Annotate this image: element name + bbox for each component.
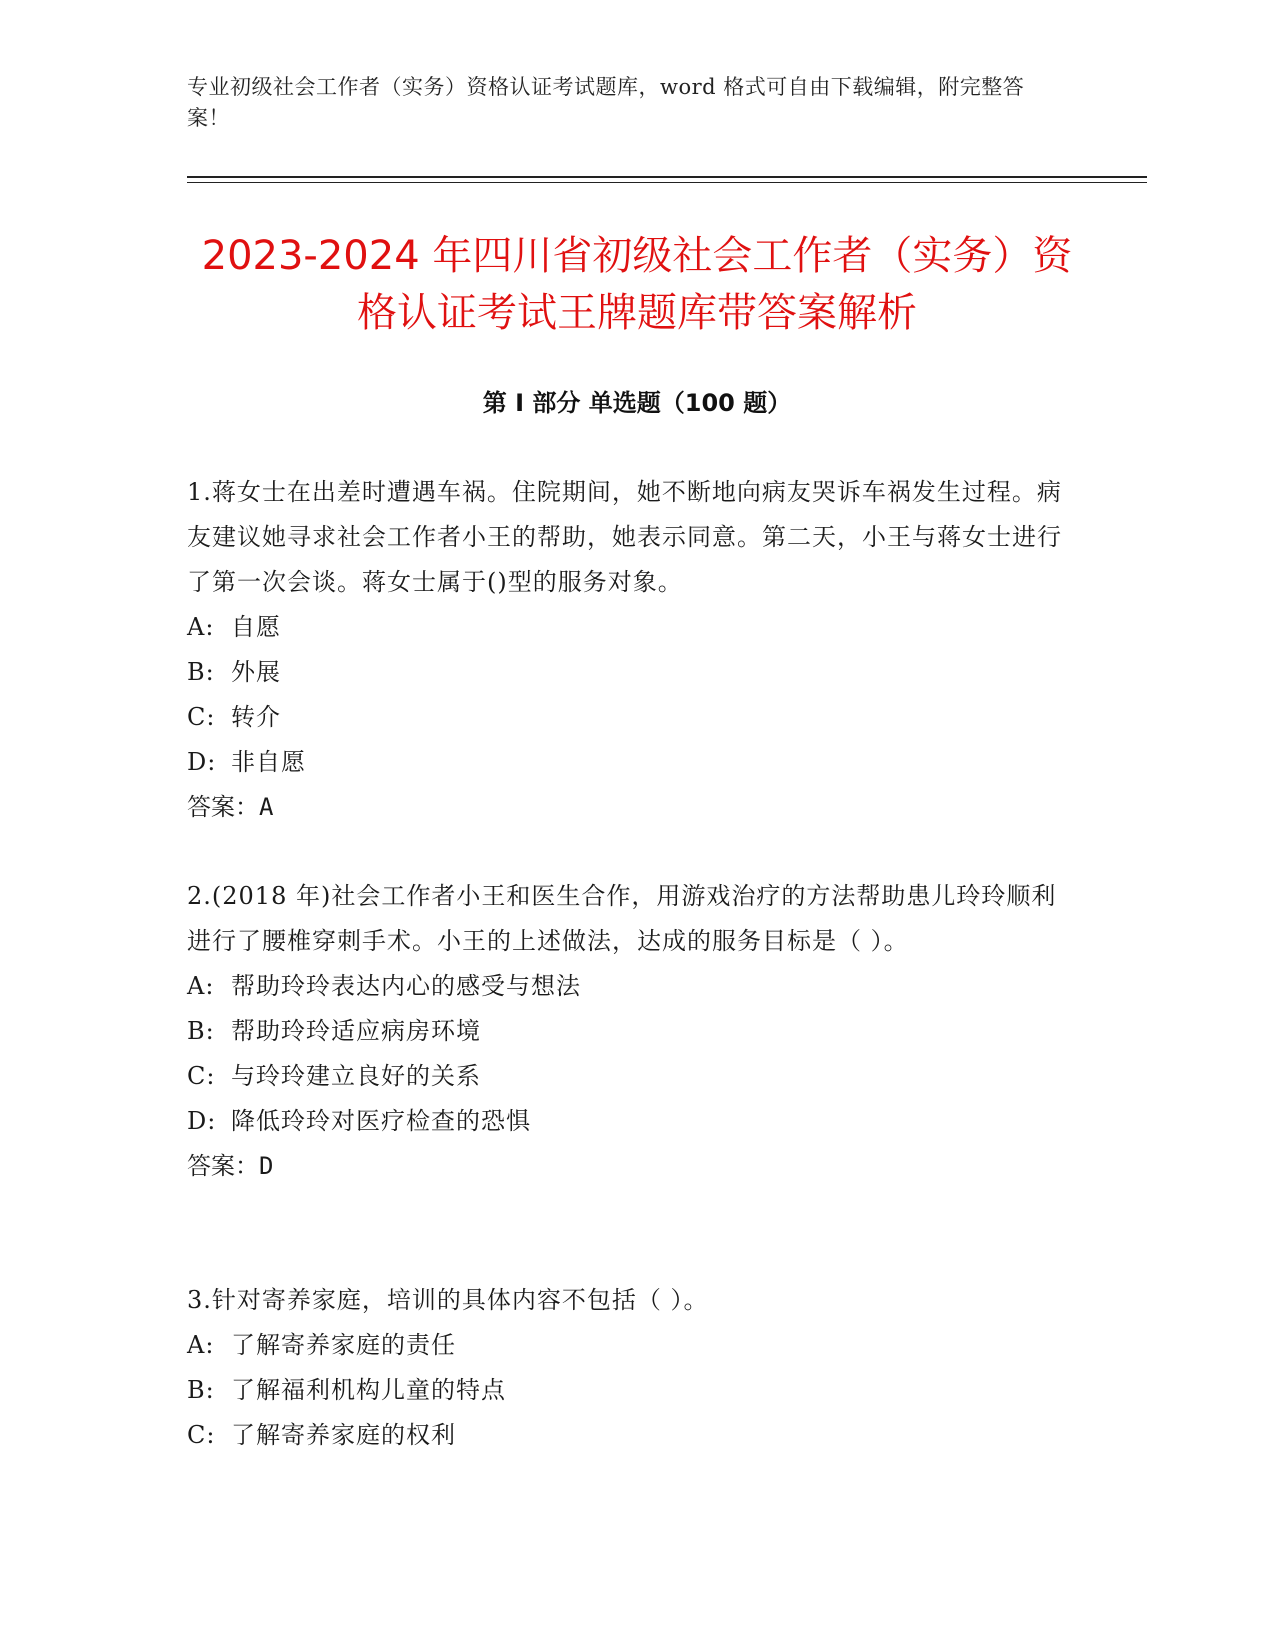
option-text: 了解寄养家庭的权利: [231, 1421, 456, 1449]
question-1: [187, 470, 1067, 830]
option-b: [187, 1009, 1067, 1054]
option-text: 了解福利机构儿童的特点: [231, 1376, 506, 1404]
header-rule-thick: [187, 176, 1147, 178]
question-stem: 3.针对寄养家庭，培训的具体内容不包括（ ）。: [187, 1286, 709, 1314]
option-key: B:: [187, 658, 215, 686]
answer-line: [187, 1144, 1067, 1189]
document-title: 2023-2024 年四川省初级社会工作者（实务）资格认证考试王牌题库带答案解析: [201, 233, 1073, 336]
header-rule-thin: [187, 182, 1147, 183]
option-text: 帮助玲玲表达内心的感受与想法: [231, 972, 581, 1000]
option-key: B:: [187, 1376, 215, 1404]
option-c: [187, 695, 1067, 740]
answer-value: D: [259, 1152, 274, 1180]
option-text: 转介: [231, 703, 281, 731]
option-text: 了解寄养家庭的责任: [231, 1331, 456, 1359]
answer-label: 答案：: [187, 793, 259, 821]
option-key: C:: [187, 703, 216, 731]
option-a: [187, 605, 1067, 650]
answer-line: [187, 785, 1067, 830]
question-stem: 1.蒋女士在出差时遭遇车祸。住院期间，她不断地向病友哭诉车祸发生过程。病友建议她寻求社会工作者小王的帮助，她表示同意。第二天，小王与蒋女士进行了第一次会谈。蒋女士属于()型的服务对象。: [187, 478, 1062, 596]
option-a: [187, 964, 1067, 1009]
option-key: D:: [187, 1107, 217, 1135]
option-c: [187, 1054, 1067, 1099]
option-b: [187, 1368, 1067, 1413]
option-key: A:: [187, 972, 215, 1000]
answer-label: 答案：: [187, 1152, 259, 1180]
option-key: A:: [187, 613, 215, 641]
option-key: D:: [187, 748, 217, 776]
option-text: 降低玲玲对医疗检查的恐惧: [231, 1107, 531, 1135]
header-note: 专业初级社会工作者（实务）资格认证考试题库，word 格式可自由下载编辑，附完整答案！: [187, 75, 1025, 130]
option-c: [187, 1413, 1067, 1458]
option-key: A:: [187, 1331, 215, 1359]
option-key: C:: [187, 1062, 216, 1090]
option-d: [187, 740, 1067, 785]
option-a: [187, 1323, 1067, 1368]
option-text: 与玲玲建立良好的关系: [231, 1062, 481, 1090]
option-text: 帮助玲玲适应病房环境: [231, 1017, 481, 1045]
answer-value: A: [259, 793, 274, 821]
option-d: [187, 1099, 1067, 1144]
option-key: B:: [187, 1017, 215, 1045]
option-text: 外展: [231, 658, 281, 686]
question-3: [187, 1278, 1067, 1458]
option-key: C:: [187, 1421, 216, 1449]
option-text: 自愿: [231, 613, 281, 641]
option-b: [187, 650, 1067, 695]
question-2: [187, 874, 1067, 1189]
section-heading: 第 I 部分 单选题（100 题）: [482, 389, 792, 417]
question-stem: 2.(2018 年)社会工作者小王和医生合作，用游戏治疗的方法帮助患儿玲玲顺利进行了腰椎穿刺手术。小王的上述做法，达成的服务目标是（ ）。: [187, 882, 1057, 955]
option-text: 非自愿: [231, 748, 306, 776]
